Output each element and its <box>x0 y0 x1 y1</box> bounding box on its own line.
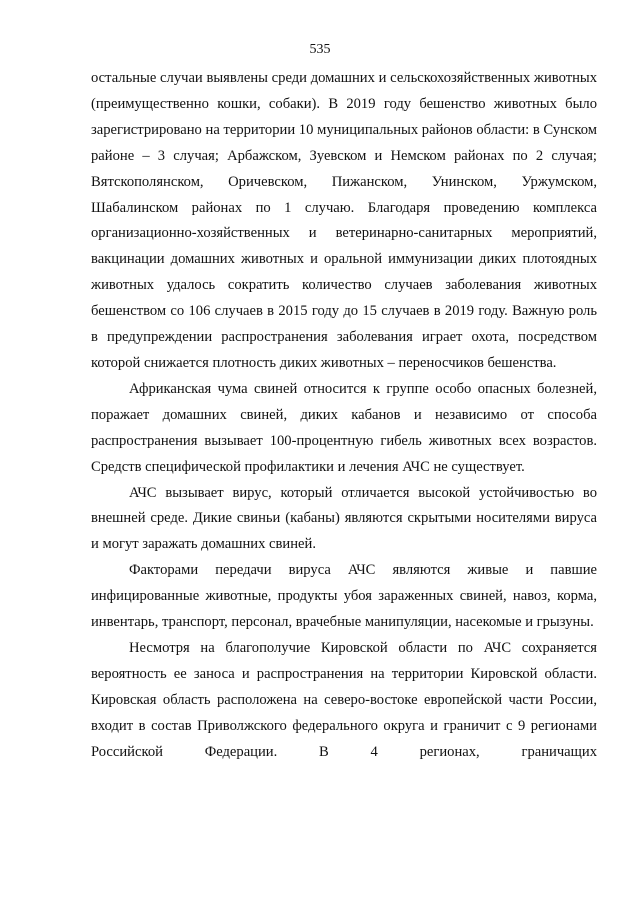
page-number: 535 <box>309 42 331 57</box>
paragraph-rabies-statistics: остальные случаи выявлены среди домашних и сельскохозяйственных животных (преимущественно кошки, собаки). В 2019 году бешенство животных было зарегистрировано на территории 10 муниципальных районов области: в Сунском районе – 3 случая; Арбажском, Зуевском и Немском районах по 2 случая; Вятскополянском, Оричевском, Пижанском, Унинском, Уржумском, Шабалинском районах по 1 случаю. Благодаря проведению комплекса организационно-хозяйственных и ветеринарно-санитарных мероприятий, вакцинации домашних животных и оральной иммунизации диких плотоядных животных удалось сократить количество случаев заболевания животных бешенством со 106 случаев в 2015 году до 15 случаев в 2019 году. Важную роль в предупреждении распространения заболевания играет охота, посредством которой снижается плотность диких животных – переносчиков бешенства. <box>91 70 597 371</box>
paragraph-asf-definition: Африканская чума свиней относится к группе особо опасных болезней, поражает домашних свиней, диких кабанов и независимо от способа распространения вызывает 100-процентную гибель животных всех возрастов. Средств специфической профилактики и лечения АЧС не существует. <box>91 380 597 475</box>
paragraph-asf-virus: АЧС вызывает вирус, который отличается высокой устойчивостью во внешней среде. Дикие свиньи (кабаны) являются скрытыми носителями вируса и могут заражать домашних свиней. <box>91 484 597 553</box>
body-text <box>91 66 597 765</box>
paragraph-asf-transmission: Факторами передачи вируса АЧС являются живые и павшие инфицированные животные, продукты убоя зараженных свиней, навоз, корма, инвентарь, транспорт, персонал, врачебные манипуляции, насекомые и грызуны. <box>91 562 597 631</box>
paragraph-kirov-region: Несмотря на благополучие Кировской области по АЧС сохраняется вероятность ее заноса и распространения на территории Кировской области. Кировская область расположена на северо-востоке европейской части России, входит в состав Приволжского федерального округа и граничит с 9 регионами Российской Федерации. В 4 регионах, граничащих <box>91 639 597 760</box>
